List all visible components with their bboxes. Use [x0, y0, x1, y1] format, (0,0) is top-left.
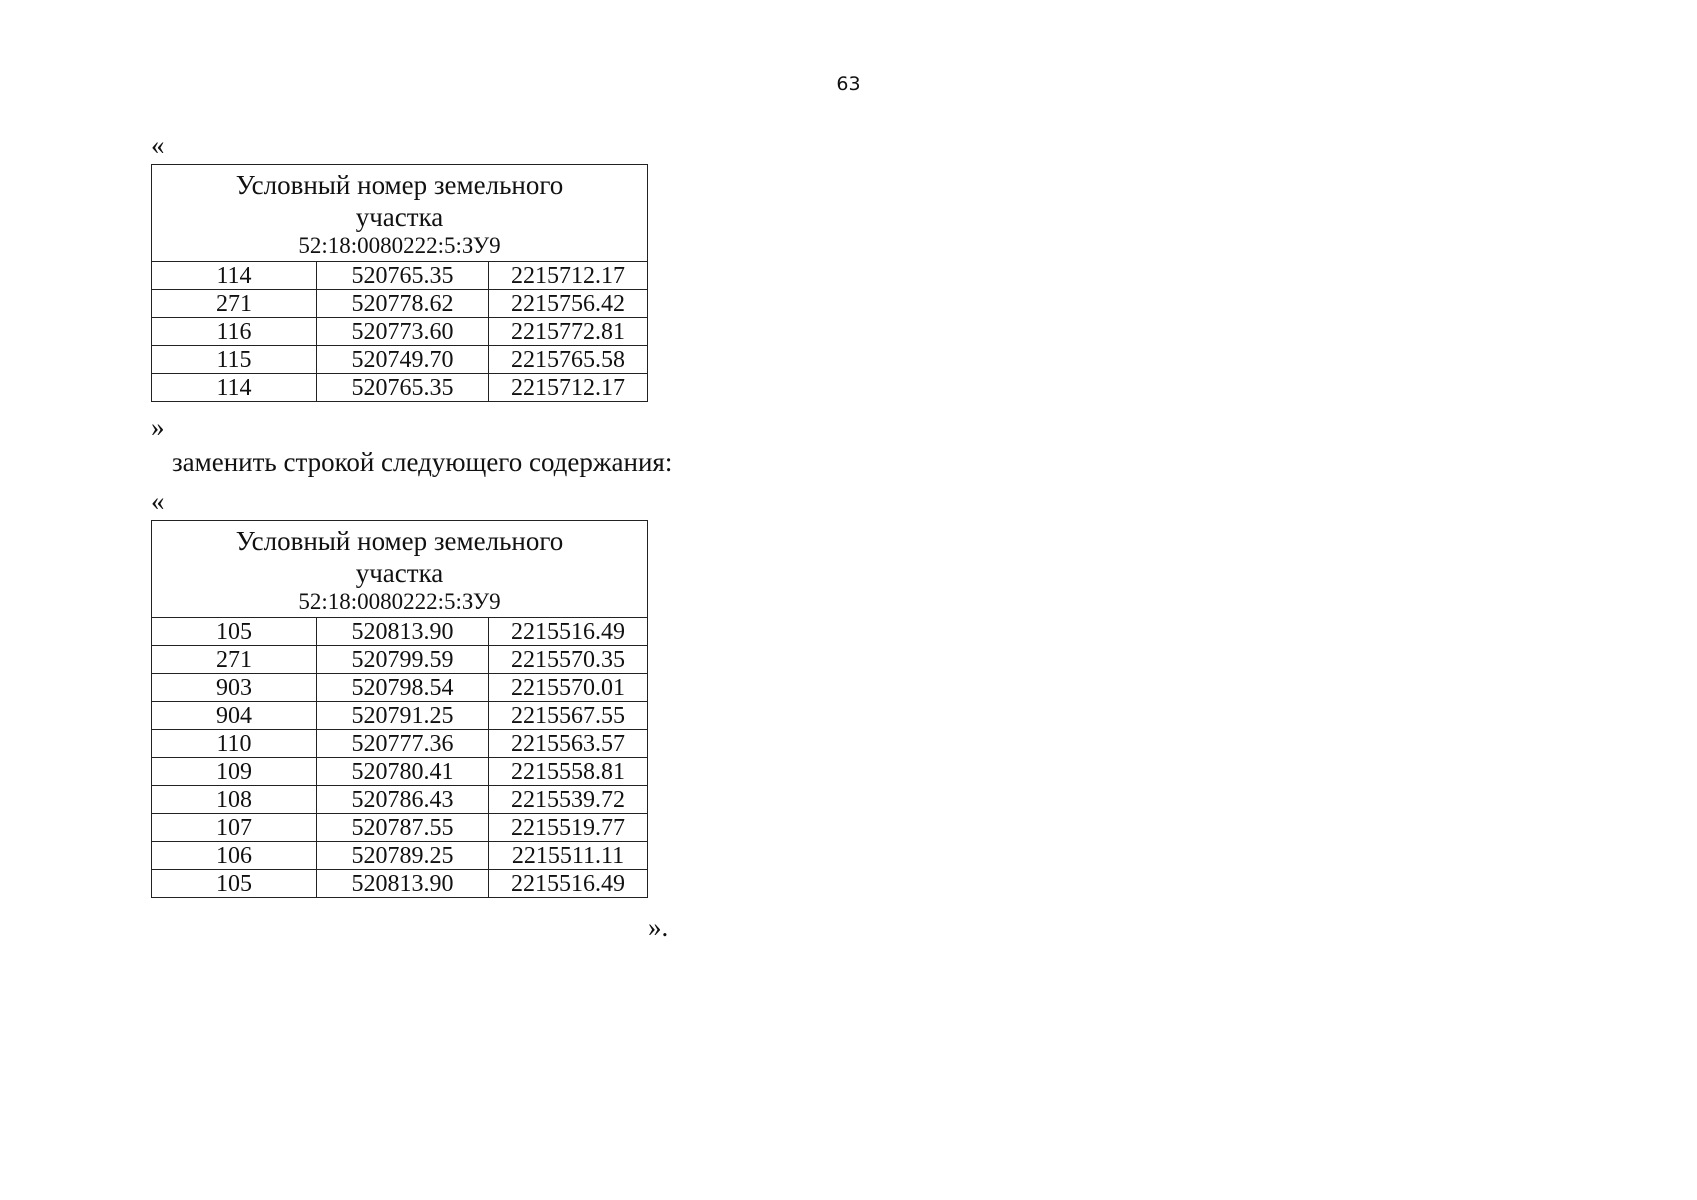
point-number-cell: 115	[152, 346, 317, 374]
plot-number-title: Условный номер земельного участка	[235, 526, 564, 588]
y-coordinate-cell: 2215712.17	[489, 262, 648, 290]
x-coordinate-cell: 520786.43	[317, 786, 489, 814]
x-coordinate-cell: 520778.62	[317, 290, 489, 318]
table-row	[152, 730, 648, 758]
x-coordinate-cell: 520798.54	[317, 674, 489, 702]
table-row	[152, 758, 648, 786]
point-number-cell: 116	[152, 318, 317, 346]
x-coordinate-cell: 520813.90	[317, 870, 489, 898]
y-coordinate-cell: 2215516.49	[489, 870, 648, 898]
point-number-cell: 108	[152, 786, 317, 814]
page-number: 63	[836, 73, 861, 95]
point-number-cell: 107	[152, 814, 317, 842]
point-number-cell: 271	[152, 290, 317, 318]
point-number-cell: 106	[152, 842, 317, 870]
point-number-cell: 105	[152, 618, 317, 646]
y-coordinate-cell: 2215519.77	[489, 814, 648, 842]
x-coordinate-cell: 520791.25	[317, 702, 489, 730]
y-coordinate-cell: 2215516.49	[489, 618, 648, 646]
y-coordinate-cell: 2215563.57	[489, 730, 648, 758]
point-number-cell: 110	[152, 730, 317, 758]
table-row	[152, 618, 648, 646]
opening-quote: «	[151, 486, 165, 516]
x-coordinate-cell: 520749.70	[317, 346, 489, 374]
y-coordinate-cell: 2215765.58	[489, 346, 648, 374]
plot-number-title: Условный номер земельного участка	[235, 170, 564, 232]
table-row	[152, 814, 648, 842]
y-coordinate-cell: 2215558.81	[489, 758, 648, 786]
x-coordinate-cell: 520777.36	[317, 730, 489, 758]
y-coordinate-cell: 2215712.17	[489, 374, 648, 402]
coordinates-table-old	[151, 164, 648, 402]
table-row	[152, 786, 648, 814]
closing-quote-period: ».	[648, 912, 669, 942]
point-number-cell: 114	[152, 262, 317, 290]
point-number-cell: 903	[152, 674, 317, 702]
y-coordinate-cell: 2215570.35	[489, 646, 648, 674]
point-number-cell: 109	[152, 758, 317, 786]
closing-quote: »	[151, 412, 165, 442]
cadastral-number: 52:18:0080222:5:ЗУ9	[298, 233, 501, 258]
y-coordinate-cell: 2215511.11	[489, 842, 648, 870]
table-row	[152, 346, 648, 374]
y-coordinate-cell: 2215756.42	[489, 290, 648, 318]
table-header-row	[152, 165, 648, 262]
table-header-row	[152, 521, 648, 618]
point-number-cell: 114	[152, 374, 317, 402]
x-coordinate-cell: 520813.90	[317, 618, 489, 646]
x-coordinate-cell: 520799.59	[317, 646, 489, 674]
y-coordinate-cell: 2215570.01	[489, 674, 648, 702]
point-number-cell: 271	[152, 646, 317, 674]
point-number-cell: 105	[152, 870, 317, 898]
table-row	[152, 290, 648, 318]
point-number-cell: 904	[152, 702, 317, 730]
table-header-cell	[152, 521, 648, 618]
x-coordinate-cell: 520787.55	[317, 814, 489, 842]
y-coordinate-cell: 2215772.81	[489, 318, 648, 346]
table-row	[152, 842, 648, 870]
y-coordinate-cell: 2215567.55	[489, 702, 648, 730]
table-row	[152, 702, 648, 730]
x-coordinate-cell: 520789.25	[317, 842, 489, 870]
x-coordinate-cell: 520773.60	[317, 318, 489, 346]
table-row	[152, 318, 648, 346]
replacement-instruction: заменить строкой следующего содержания:	[172, 447, 673, 477]
opening-quote: «	[151, 130, 165, 160]
table-row	[152, 674, 648, 702]
table-row	[152, 870, 648, 898]
table-row	[152, 374, 648, 402]
x-coordinate-cell: 520780.41	[317, 758, 489, 786]
y-coordinate-cell: 2215539.72	[489, 786, 648, 814]
table-row	[152, 646, 648, 674]
table-row	[152, 262, 648, 290]
x-coordinate-cell: 520765.35	[317, 262, 489, 290]
table-header-cell	[152, 165, 648, 262]
cadastral-number: 52:18:0080222:5:ЗУ9	[298, 589, 501, 614]
coordinates-table-new	[151, 520, 648, 898]
x-coordinate-cell: 520765.35	[317, 374, 489, 402]
